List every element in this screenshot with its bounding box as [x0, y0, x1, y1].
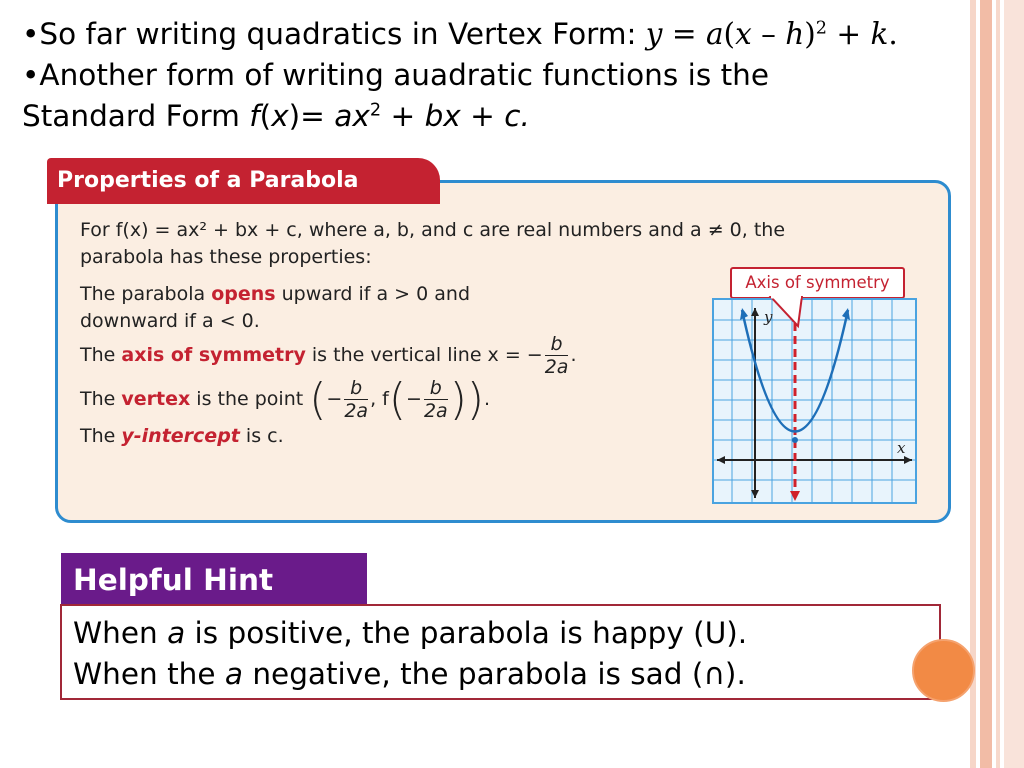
callout-pointer [760, 296, 820, 336]
hint-line-2: When the a negative, the parabola is sad (∩). [73, 657, 746, 691]
opens-line-1: The parabola opens upward if a > 0 and [80, 283, 471, 305]
axis-of-symmetry-callout: Axis of symmetry [730, 267, 905, 299]
bullet-standard-form: •Another form of writing auadratic functions is the [22, 58, 769, 92]
hint-line-1: When a is positive, the parabola is happy (U). [73, 616, 748, 650]
graph-y-label: y [764, 308, 773, 326]
axis-line: The axis of symmetry is the vertical line x = − $\frac{b}{2a}$ . [80, 333, 577, 378]
standard-form-formula: Standard Form $f(x)= ax^2$ + bx + c. [22, 99, 530, 133]
decorative-orange-circle [912, 639, 975, 702]
vertex-line: The vertex is the point (− $\frac{b}{2a}$ , f(− $\frac{b}{2a}$ )). [80, 374, 491, 425]
helpful-hint-box [60, 604, 941, 700]
intro-line-1: For f(x) = ax² + bx + c, where a, b, and c are real numbers and a ≠ 0, the [80, 219, 786, 241]
graph-x-label: x [897, 439, 906, 457]
bullet-vertex-form: •So far writing quadratics in Vertex Form: y = a(x – h)$^2$ + k. [22, 17, 898, 51]
intro-bullets [22, 14, 1002, 137]
intro-line-2: parabola has these properties: [80, 246, 372, 268]
opens-line-2: downward if a < 0. [80, 310, 260, 332]
y-intercept-line: The y-intercept is c. [80, 425, 284, 447]
properties-title: Properties of a Parabola [47, 158, 440, 204]
helpful-hint-title: Helpful Hint [61, 553, 367, 605]
